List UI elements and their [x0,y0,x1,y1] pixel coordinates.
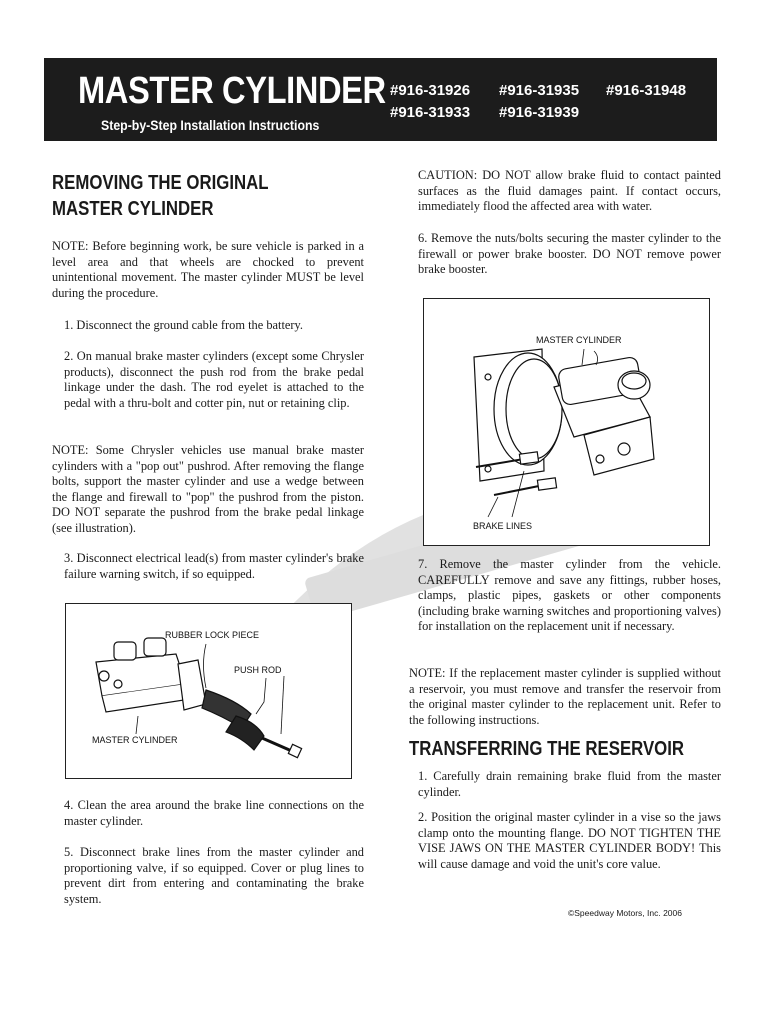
reservoir-step-2: 2. Position the original master cylinder in a vise so the jaws clamp onto the mounting flange. DO NOT TIGHTEN THE VISE JAWS ON THE MASTER CYLINDER BODY! This will cause damage and void the unit's core value. [418,810,721,871]
caution-brake-fluid: CAUTION: DO NOT allow brake fluid to contact painted surfaces as the fluid damages paint. If contact occurs, immediately flood the affected area with water. [418,168,721,214]
part-number: #916-31935 [499,82,580,99]
section-heading-removing-line2: MASTER CYLINDER [52,198,214,220]
step-2: 2. On manual brake master cylinders (except some Chrysler products), disconnect the push rod from the brake pedal linkage under the dash. The rod eyelet is attached to the pedal with a thru-bolt and cotter pin, nut or retaining clip. [64,349,364,410]
step-1: 1. Disconnect the ground cable from the battery. [64,318,304,332]
note-level-vehicle: NOTE: Before beginning work, be sure vehicle is parked in a level area and that wheels are chocked to prevent unintentional movement. The master cylinder MUST be level during the procedure. [52,239,364,300]
part-number: #916-31933 [390,104,471,121]
note-chrysler: NOTE: Some Chrysler vehicles use manual brake master cylinders with a "pop out" pushrod. After removing the flange bolts, support the master cylinder and use a wedge between the flange and firewall to "pop" the pushrod from the piston. DO NOT separate the pushrod from the brake pedal linkage (see illustration). [52,443,364,535]
page-title: MASTER CYLINDER [78,70,386,112]
step-4: 4. Clean the area around the brake line connections on the master cylinder. [64,798,364,828]
note-reservoir: NOTE: If the replacement master cylinder is supplied without a reservoir, you must remove and transfer the reservoir from the original master cylinder to the replacement unit. Refer to the following instructions. [409,666,721,727]
section-heading-transferring: TRANSFERRING THE RESERVOIR [409,738,685,760]
figure-label-brake-lines: BRAKE LINES [473,521,533,531]
figure-label-master-cylinder: MASTER CYLINDER [92,735,178,745]
step-3: 3. Disconnect electrical lead(s) from master cylinder's brake failure warning switch, if so equipped. [64,551,364,581]
figure-label-master-cylinder-2: MASTER CYLINDER [536,335,622,345]
step-6: 6. Remove the nuts/bolts securing the master cylinder to the firewall or power brake booster. DO NOT remove power brake booster. [418,231,721,277]
part-number: #916-31939 [499,104,580,121]
step-7: 7. Remove the master cylinder from the vehicle. CAREFULLY remove and save any fittings, rubber hoses, clamps, plastic pipes, gaskets or other components (including brake warning switches and proportioning valves) for installation on the replacement unit if necessary. [418,557,721,634]
reservoir-step-1: 1. Carefully drain remaining brake fluid from the master cylinder. [418,769,721,799]
section-heading-removing-line1: REMOVING THE ORIGINAL [52,172,269,194]
part-number: #916-31926 [390,82,471,99]
page-subtitle: Step-by-Step Installation Instructions [101,117,320,133]
step-5: 5. Disconnect brake lines from the master cylinder and proportioning valve, if so equipped. Cover or plug lines to prevent dirt from entering and contaminating the brake system. [64,845,364,906]
part-number: #916-31948 [606,82,687,99]
figure-pushrod-illustration [65,603,352,779]
figure-label-rubber-lock-piece: RUBBER LOCK PIECE [165,630,260,640]
figure-label-push-rod: PUSH ROD [234,665,282,675]
figure-brake-lines-illustration [423,298,710,546]
title-banner [44,58,717,141]
copyright-notice: ©Speedway Motors, Inc. 2006 [568,908,682,918]
